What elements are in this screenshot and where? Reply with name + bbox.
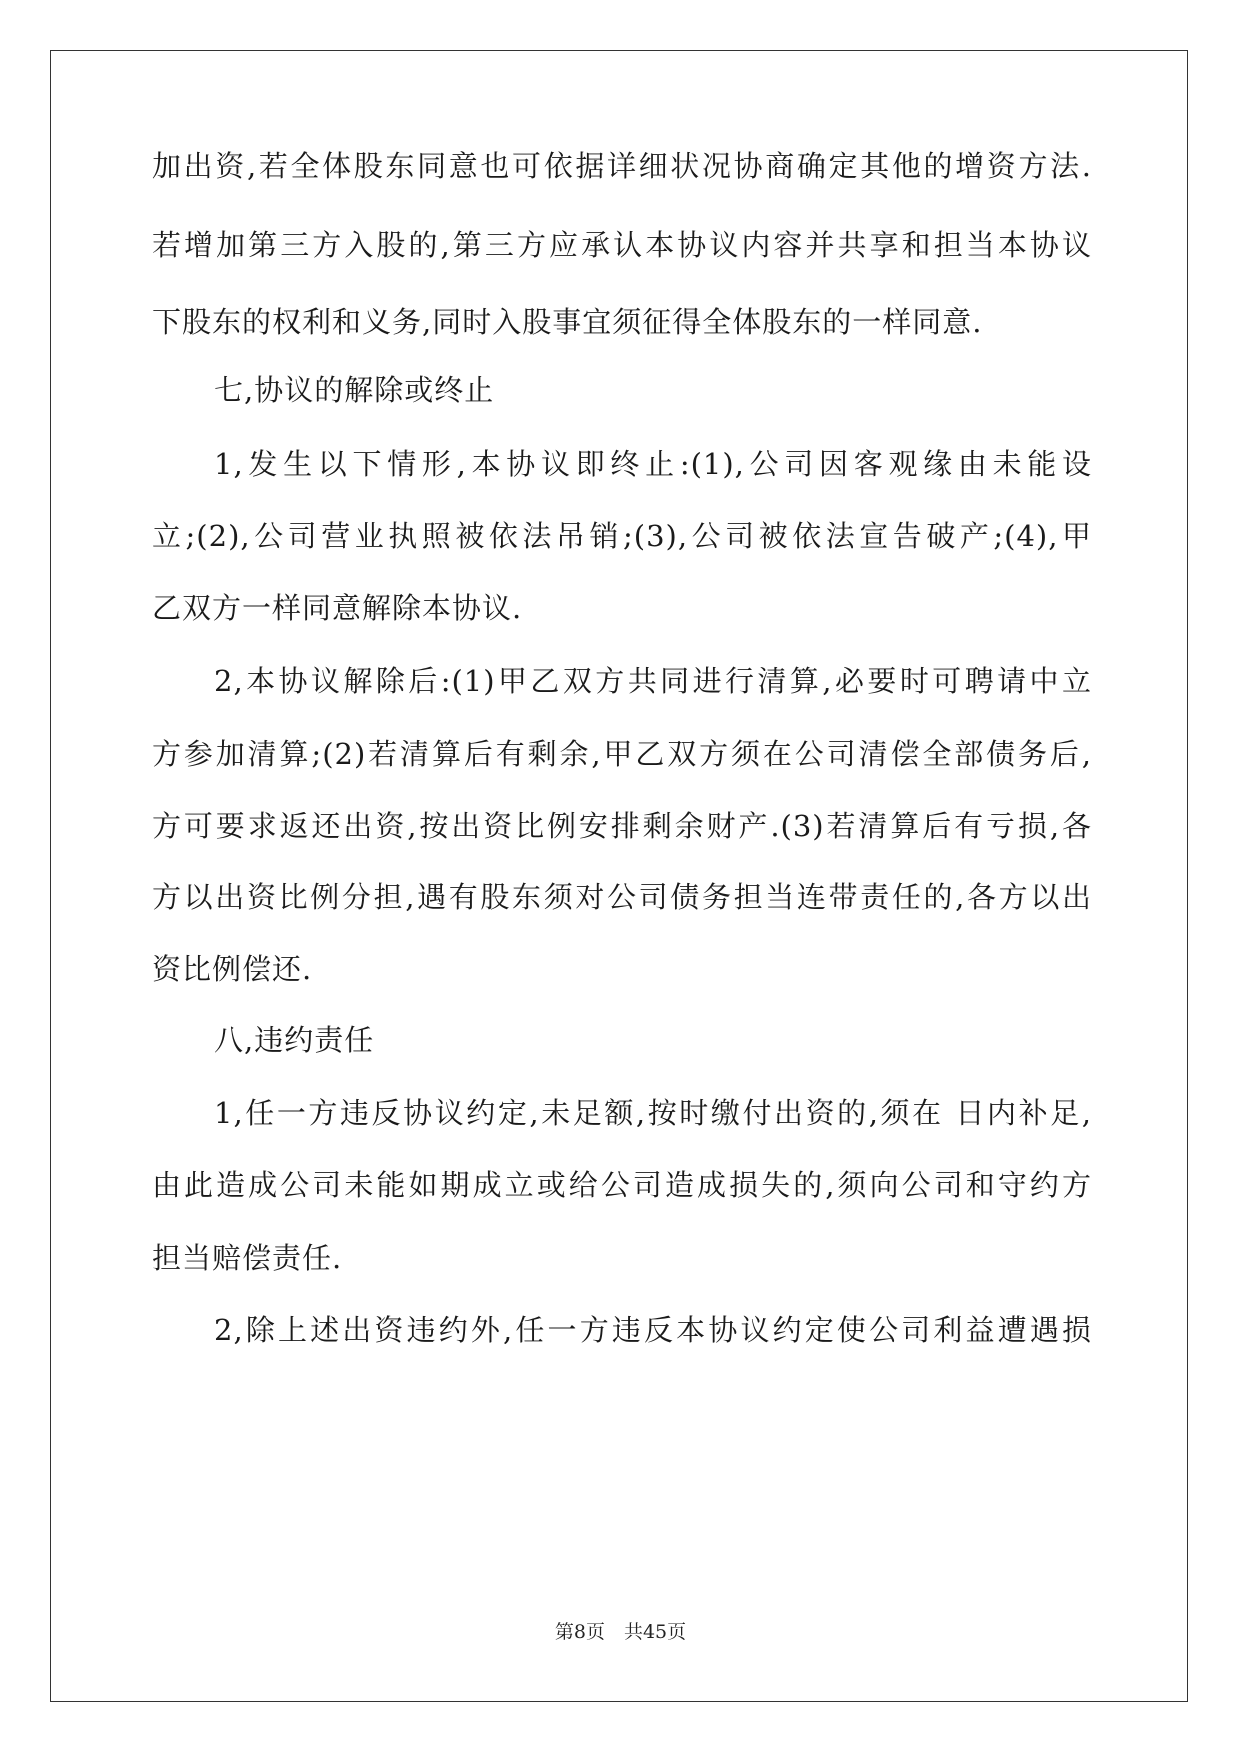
- body-text-line: 乙双方一样同意解除本协议.: [152, 591, 523, 625]
- body-text-line: 由此造成公司未能如期成立或给公司造成损失的,须向公司和守约方: [152, 1168, 1092, 1202]
- section-heading-8: 八,违约责任: [214, 1023, 375, 1057]
- body-text-line: 若增加第三方入股的,第三方应承认本协议内容并共享和担当本协议: [152, 228, 1092, 262]
- page-number-footer: 第8页 共45页: [554, 1621, 687, 1643]
- body-text-line: 2,本协议解除后:(1)甲乙双方共同进行清算,必要时可聘请中立: [214, 664, 1092, 698]
- body-text-line: 1,发生以下情形,本协议即终止:(1),公司因客观缘由未能设: [214, 447, 1092, 481]
- body-text-line: 方可要求返还出资,按出资比例安排剩余财产.(3)若清算后有亏损,各: [152, 809, 1092, 843]
- section-heading-7: 七,协议的解除或终止: [214, 373, 495, 407]
- body-text-line: 下股东的权利和义务,同时入股事宜须征得全体股东的一样同意.: [152, 305, 983, 339]
- body-text-line: 2,除上述出资违约外,任一方违反本协议约定使公司利益遭遇损: [214, 1313, 1092, 1347]
- body-text-line: 立;(2),公司营业执照被依法吊销;(3),公司被依法宣告破产;(4),甲: [152, 519, 1092, 553]
- body-text-line: 方以出资比例分担,遇有股东须对公司债务担当连带责任的,各方以出: [152, 880, 1092, 914]
- body-text-line: 加出资,若全体股东同意也可依据详细状况协商确定其他的增资方法.: [152, 149, 1092, 183]
- body-text-line: 1,任一方违反协议约定,未足额,按时缴付出资的,须在 日内补足,: [214, 1096, 1092, 1130]
- body-text-line: 资比例偿还.: [152, 952, 313, 986]
- body-text-line: 方参加清算;(2)若清算后有剩余,甲乙双方须在公司清偿全部债务后,: [152, 737, 1092, 771]
- body-text-line: 担当赔偿责任.: [152, 1241, 343, 1275]
